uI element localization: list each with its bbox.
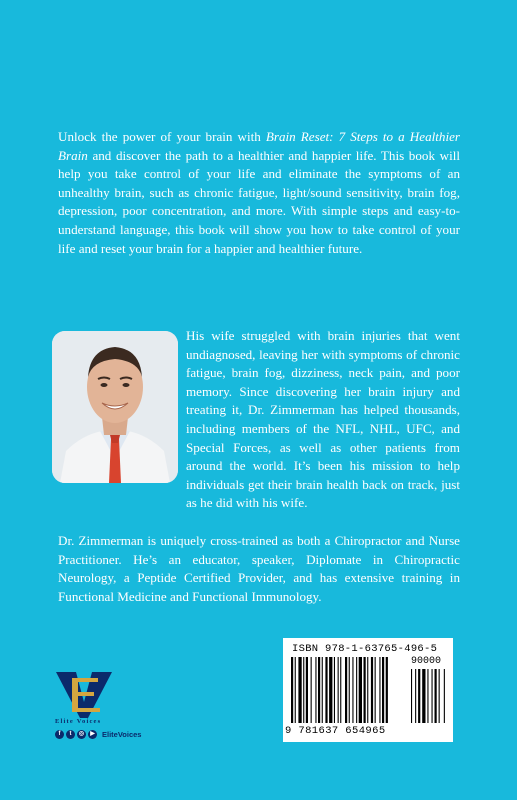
facebook-icon[interactable]: f	[55, 730, 64, 739]
barcode-addon: 90000	[411, 656, 442, 667]
description-body: and discover the path to a healthier and happier life. This book will help you take control of your life and eliminate the symptoms of an unhealthy brain, such as chronic fatigue, light/sound sensitivity, brain fog, depression, poor concentration, and more. With simple steps and easy-to-understand language, this book will show you how to take control of your life and reset your brain for a happier and healthier future.	[58, 147, 460, 256]
twitter-icon[interactable]: t	[66, 730, 75, 739]
youtube-icon[interactable]: ▶	[88, 730, 97, 739]
description-lead: Unlock the power of your brain with	[58, 129, 266, 144]
book-title: Brain Reset: 7 Steps to a Healthier Brain	[58, 129, 460, 163]
barcode-digits: 9 781637 654965	[285, 725, 386, 737]
book-description	[58, 128, 460, 258]
publisher-name: Elite Voices	[55, 718, 102, 725]
elite-voices-logo	[54, 668, 114, 724]
barcode-bars	[291, 657, 447, 725]
social-handle: EliteVoices	[102, 730, 142, 739]
social-links	[55, 730, 141, 739]
photo-wrap-gap	[58, 327, 186, 503]
instagram-icon[interactable]: ◎	[78, 731, 85, 737]
isbn-label: ISBN 978-1-63765-496-5	[292, 643, 438, 655]
bio-paragraph-1: His wife struggled with brain injuries that went undiagnosed, leaving her with symptoms of chronic fatigue, brain fog, dizziness, neck pain, and poor memory. Since discovering her brain injury and treating it, Dr. Zimmerman has helped thousands, including members of the NFL, NHL, UFC, and Special Forces, as well as other patients from around the world. It’s been his mission to help individuals get their brain health back on track, just as he did with his wife.	[186, 328, 460, 511]
isbn-barcode	[283, 638, 453, 742]
author-credentials: Dr. Zimmerman is uniquely cross-trained as both a Chiropractor and Nurse Practitioner. He’s an educator, speaker, Diplomate in Chiropractic Neurology, a Peptide Certified Provider, and has extensive training in Functional Medicine and Functional Immunology.	[58, 533, 460, 604]
author-bio	[58, 327, 460, 513]
